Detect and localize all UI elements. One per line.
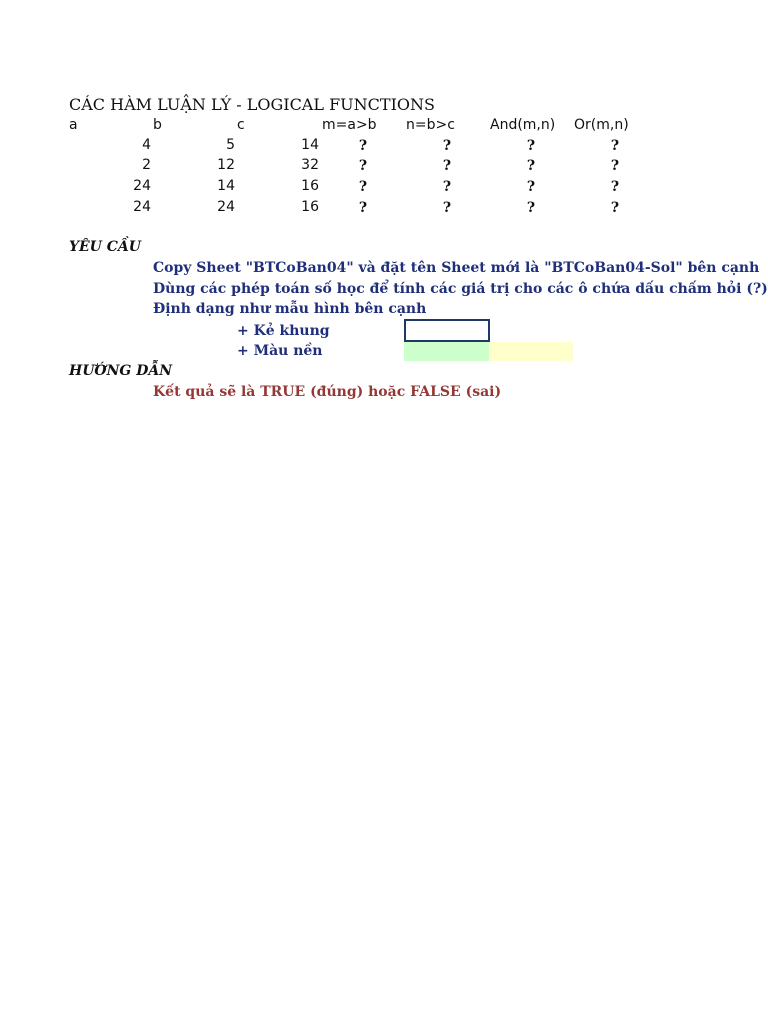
cell-c-4[interactable]: 16 bbox=[301, 199, 319, 215]
cell-a-3[interactable]: 24 bbox=[133, 178, 151, 194]
cell-b-2[interactable]: 12 bbox=[217, 157, 235, 173]
cell-and-4[interactable]: ? bbox=[526, 200, 536, 216]
cell-m-2[interactable]: ? bbox=[358, 158, 368, 174]
header-m: m=a>b bbox=[322, 117, 377, 133]
requirements-heading: YÊU CẦU bbox=[69, 239, 141, 255]
header-or: Or(m,n) bbox=[574, 117, 629, 133]
cell-m-4[interactable]: ? bbox=[358, 200, 368, 216]
cell-or-2[interactable]: ? bbox=[610, 158, 620, 174]
sheet-title: CÁC HÀM LUẬN LÝ - LOGICAL FUNCTIONS bbox=[69, 95, 435, 114]
cell-b-4[interactable]: 24 bbox=[217, 199, 235, 215]
cell-b-3[interactable]: 14 bbox=[217, 178, 235, 194]
cell-and-2[interactable]: ? bbox=[526, 158, 536, 174]
cell-n-4[interactable]: ? bbox=[442, 200, 452, 216]
cell-a-4[interactable]: 24 bbox=[133, 199, 151, 215]
cell-b-1[interactable]: 5 bbox=[226, 137, 235, 153]
fill-sample-yellow[interactable] bbox=[489, 342, 573, 361]
requirement-line-2: Dùng các phép toán số học để tính các giá trị cho các ô chứa dấu chấm hỏi (?) bbox=[153, 281, 768, 297]
cell-or-3[interactable]: ? bbox=[610, 179, 620, 195]
cell-c-2[interactable]: 32 bbox=[301, 157, 319, 173]
cell-and-1[interactable]: ? bbox=[526, 138, 536, 154]
requirement-line-1: Copy Sheet "BTCoBan04" và đặt tên Sheet mới là "BTCoBan04-Sol" bên cạnh bbox=[153, 260, 760, 276]
cell-n-3[interactable]: ? bbox=[442, 179, 452, 195]
fill-sample-green[interactable] bbox=[404, 342, 489, 361]
cell-m-3[interactable]: ? bbox=[358, 179, 368, 195]
cell-a-1[interactable]: 4 bbox=[142, 137, 151, 153]
header-n: n=b>c bbox=[406, 117, 455, 133]
guide-text: Kết quả sẽ là TRUE (đúng) hoặc FALSE (sai) bbox=[153, 384, 502, 400]
border-sample-label: + Kẻ khung bbox=[237, 323, 330, 339]
cell-n-2[interactable]: ? bbox=[442, 158, 452, 174]
header-b: b bbox=[153, 117, 162, 133]
cell-m-1[interactable]: ? bbox=[358, 138, 368, 154]
cell-c-1[interactable]: 14 bbox=[301, 137, 319, 153]
guide-heading: HƯỚNG DẪN bbox=[69, 363, 173, 379]
border-sample-cell[interactable] bbox=[404, 319, 490, 342]
header-c: c bbox=[237, 117, 245, 133]
requirement-line-3: Định dạng như mẫu hình bên cạnh bbox=[153, 301, 427, 317]
fill-sample-label: + Màu nền bbox=[237, 343, 323, 359]
cell-n-1[interactable]: ? bbox=[442, 138, 452, 154]
header-a: a bbox=[69, 117, 78, 133]
cell-and-3[interactable]: ? bbox=[526, 179, 536, 195]
header-and: And(m,n) bbox=[490, 117, 556, 133]
cell-c-3[interactable]: 16 bbox=[301, 178, 319, 194]
cell-a-2[interactable]: 2 bbox=[142, 157, 151, 173]
cell-or-1[interactable]: ? bbox=[610, 138, 620, 154]
cell-or-4[interactable]: ? bbox=[610, 200, 620, 216]
